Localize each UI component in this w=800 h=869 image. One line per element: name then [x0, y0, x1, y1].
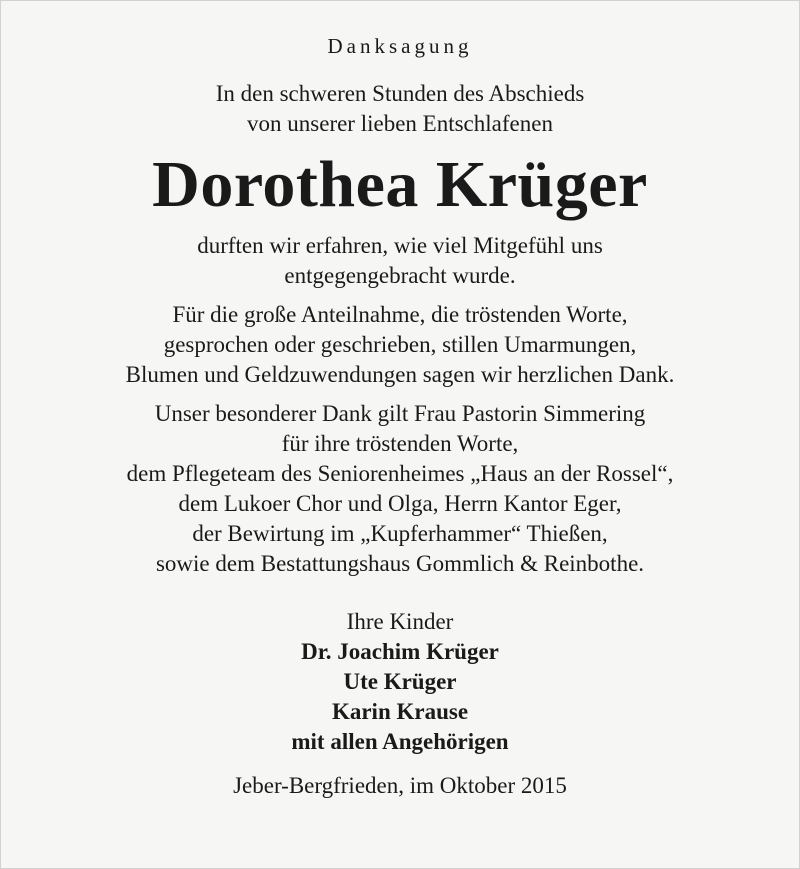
signer-name: Dr. Joachim Krüger: [301, 639, 499, 664]
paragraph-line: Blumen und Geldzuwendungen sagen wir herzlichen Dank.: [125, 362, 675, 387]
place-date-line: Jeber-Bergfrieden, im Oktober 2015: [233, 773, 567, 798]
intro-text: [1, 79, 799, 139]
heading: Danksagung: [327, 34, 473, 58]
intro-line: von unserer lieben Entschlafenen: [247, 111, 553, 136]
signer-name: Ute Krüger: [343, 669, 457, 694]
paragraph-line: durften wir erfahren, wie viel Mitgefühl uns: [197, 233, 603, 258]
paragraph-line: entgegengebracht wurde.: [284, 263, 516, 288]
paragraph-line: sowie dem Bestattungshaus Gommlich & Reinbothe.: [155, 551, 645, 576]
paragraph-line: dem Lukoer Chor und Olga, Herrn Kantor Eger,: [178, 491, 622, 516]
paragraph-line: Für die große Anteilnahme, die tröstenden Worte,: [172, 302, 628, 327]
paragraph-sympathy: [1, 231, 799, 291]
signers-intro: Ihre Kinder: [346, 609, 454, 634]
intro-line: In den schweren Stunden des Abschieds: [215, 81, 585, 106]
paragraph-line: gesprochen oder geschrieben, stillen Umarmungen,: [163, 332, 637, 357]
place-and-date: [1, 771, 799, 801]
paragraph-line: der Bewirtung im „Kupferhammer“ Thießen,: [192, 521, 608, 546]
paragraph-special-thanks: [1, 399, 799, 579]
signers: [1, 607, 799, 757]
paragraph-line: für ihre tröstenden Worte,: [281, 431, 519, 456]
paragraph-thanks: [1, 300, 799, 390]
signer-name: mit allen Angehörigen: [291, 729, 509, 754]
deceased-name: Dorothea Krüger: [152, 148, 648, 221]
signer-name: Karin Krause: [331, 699, 469, 724]
paragraph-line: Unser besonderer Dank gilt Frau Pastorin Simmering: [154, 401, 646, 426]
paragraph-line: dem Pflegeteam des Seniorenheimes „Haus an der Rossel“,: [126, 461, 674, 486]
